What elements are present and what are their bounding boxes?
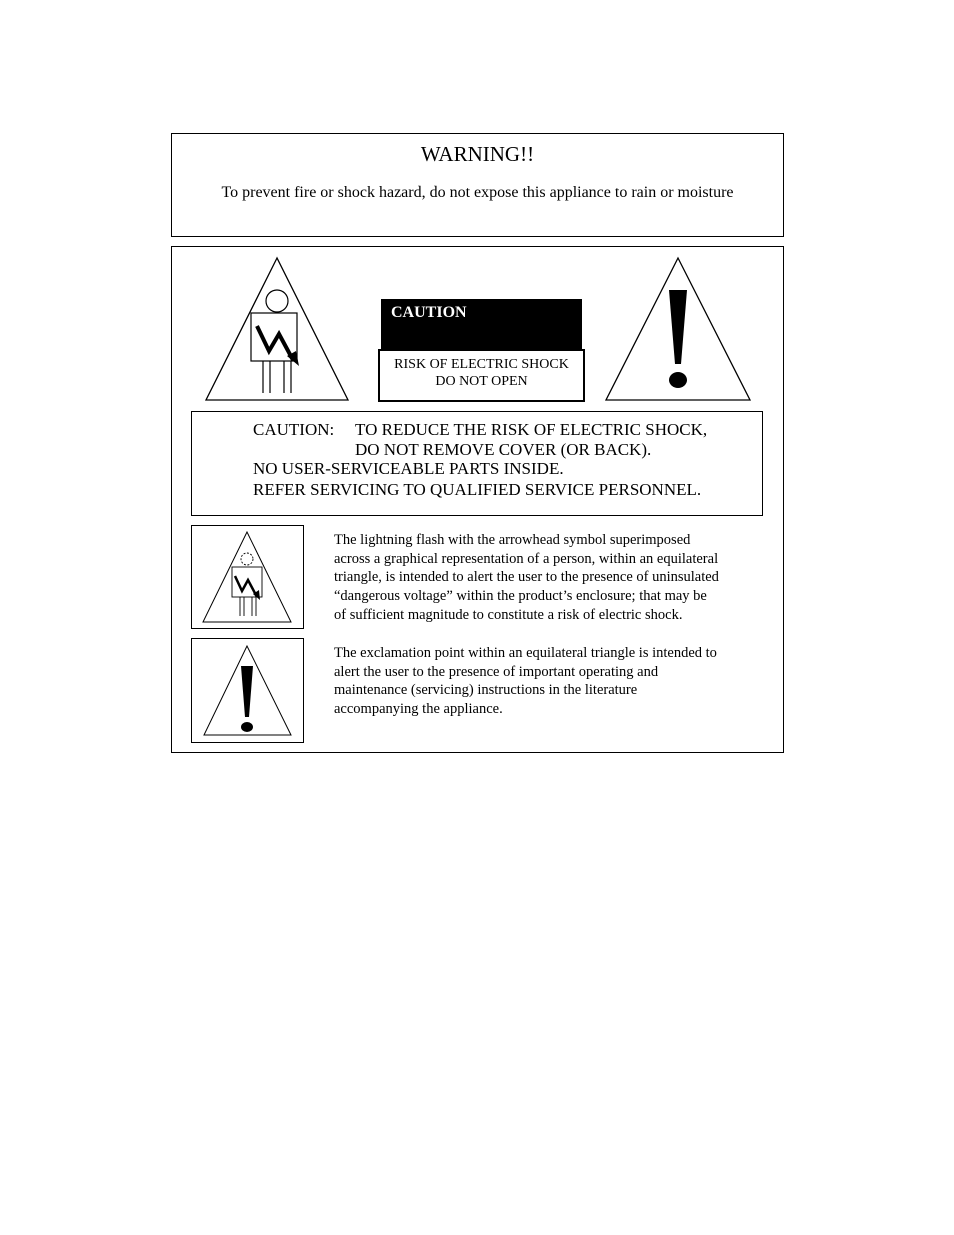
- lightning-symbol-explanation: [334, 531, 764, 625]
- exclamation-icon: [192, 639, 303, 742]
- lightning-explanation-line-1: The lightning flash with the arrowhead symbol superimposed: [334, 532, 691, 548]
- caution-line-2: DO NOT REMOVE COVER (OR BACK).: [355, 440, 652, 459]
- lightning-explanation-line-4: “dangerous voltage” within the product’s enclosure; that may be: [334, 588, 707, 605]
- caution-text-box: [191, 411, 763, 516]
- caution-label-line-1: RISK OF ELECTRIC SHOCK: [394, 357, 569, 372]
- exclamation-explanation-line-3: maintenance (servicing) instructions in the literature: [334, 682, 638, 699]
- electric-shock-person-icon: [204, 256, 350, 402]
- caution-label-body: [378, 349, 585, 402]
- exclamation-icon: [604, 256, 752, 402]
- caution-line-1: TO REDUCE THE RISK OF ELECTRIC SHOCK,: [355, 420, 708, 439]
- caution-line-4: REFER SERVICING TO QUALIFIED SERVICE PERSONNEL.: [253, 480, 702, 499]
- caution-label-heading-text: CAUTION: [391, 304, 467, 321]
- lightning-explanation-line-3: triangle, is intended to alert the user to the presence of uninsulated: [334, 569, 719, 586]
- caution-line-3: NO USER-SERVICEABLE PARTS INSIDE.: [253, 459, 564, 478]
- caution-prefix: CAUTION:: [253, 420, 335, 439]
- lightning-explanation-line-2: across a graphical representation of a person, within an equilateral: [334, 550, 719, 567]
- electric-shock-person-icon: [192, 526, 303, 628]
- exclamation-explanation-line-2: alert the user to the presence of important operating and: [334, 663, 659, 680]
- warning-text: To prevent fire or shock hazard, do not expose this appliance to rain or moisture: [221, 184, 734, 201]
- shock-symbol-box: [191, 525, 304, 629]
- lightning-explanation-line-5: of sufficient magnitude to constitute a risk of electric shock.: [334, 606, 683, 623]
- exclamation-explanation-line-1: The exclamation point within an equilateral triangle is intended to: [334, 645, 717, 661]
- warning-title: WARNING!!: [420, 142, 535, 166]
- exclamation-explanation-line-4: accompanying the appliance.: [334, 701, 503, 718]
- caution-label-line-2: DO NOT OPEN: [435, 374, 528, 389]
- exclamation-symbol-explanation: [334, 644, 764, 719]
- warning-box: [171, 133, 784, 237]
- caution-label-heading: [381, 299, 582, 351]
- exclamation-symbol-box: [191, 638, 304, 743]
